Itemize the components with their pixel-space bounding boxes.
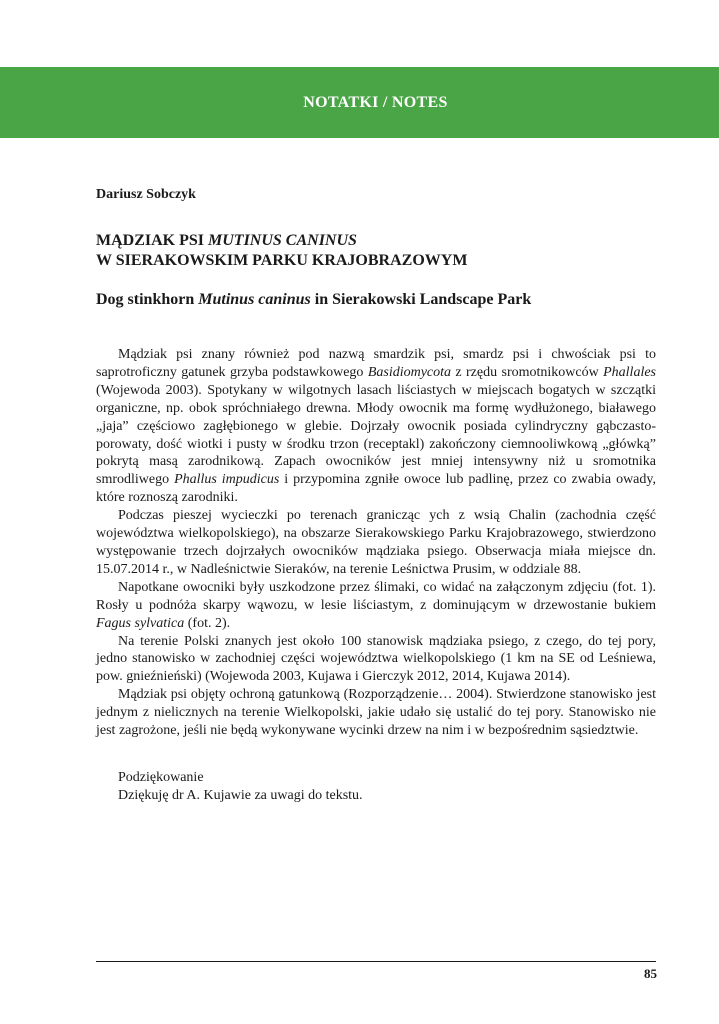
footer-divider (96, 961, 656, 962)
paragraph-2: Podczas pieszej wycieczki po terenach granicząc ych z wsią Chalin (zachodnia część województwa wielkopolskiego), na obszarze Sierakowskiego Parku Krajobrazowego, stwierdzono występowanie trzech dojrzałych owocników mądziaka psiego. Obserwacja miała miejsce dn. 15.07.2014 r., w Nadleśnictwie Sieraków, na terenie Leśnictwa Prusim, w oddziale 88. (96, 508, 656, 577)
p3-text-1: Napotkane owocniki były uszkodzone przez ślimaki, co widać na załączonym zdjęciu (fot. 1). Rosły u podnóża skarpy wąwozu, w lesie liściastym, z dominującym w drzewostanie bukiem (96, 579, 656, 613)
p1-taxon-2: Phallales (603, 364, 656, 380)
title-en-text-after: in Sierakowski Landscape Park (310, 291, 532, 308)
title-en-species: Mutinus caninus (198, 291, 311, 308)
paragraph-3 (96, 579, 656, 633)
p3-taxon-1: Fagus sylvatica (96, 615, 185, 631)
p3-text-2: (fot. 2). (184, 615, 231, 631)
author-name: Dariusz Sobczyk (96, 187, 196, 202)
paragraph-4: Na terenie Polski znanych jest około 100 stanowisk mądziaka psiego, z czego, do tej pory, jedno stanowisko w zachodniej części województwa wielkopolskiego (1 km na SE od Leśniewa, pow. gnieźnieński) (Wojewoda 2003, Kujawa i Gierczyk 2012, 2014, Kujawa 2014). (96, 633, 656, 685)
acknowledgement-text: Dziękuję dr A. Kujawie za uwagi do tekstu. (118, 788, 363, 803)
section-title: NOTATKI / NOTES (303, 93, 448, 111)
title-pl-line-2: W SIERAKOWSKIM PARKU KRAJOBRAZOWYM (96, 252, 468, 269)
p1-text-1: Mądziak psi znany również pod nazwą smardzik psi, smardz psi i chwościak psi to saprotroficzny gatunek grzyba podstawkowego (96, 347, 656, 380)
paragraph-5: Mądziak psi objęty ochroną gatunkową (Rozporządzenie… 2004). Stwierdzone stanowisko jest jednym z nielicznych na terenie Wielkopolski, jakie udało się ustalić do tej pory. Stanowisko nie jest zagrożone, jeśli nie będą wykonywane wycinki drzew na nim i w bezpośrednim sąsiedztwie. (96, 687, 656, 739)
title-pl-text: MĄDZIAK PSI (96, 232, 209, 249)
article-body (96, 346, 656, 740)
paragraph-1 (96, 346, 656, 507)
section-banner (0, 67, 719, 138)
p1-text-3: (Wojewoda 2003). Spotykany w wilgotnych lasach liściastych w miejscach bogatych w szczątki organiczne, np. obok spróchniałego drewna. Młody owocnik ma formę wydłużonego, białawego „jaja” częściowo zagłębionego w glebie. Dojrzały owocnik posiada cylindryczny gąbczasto-porowaty, dość wiotki i pusty w środku trzon (receptakl) zakończony ciemnooliwkową „główką” pokrytą masą zarodnikową. Zapach owocników jest mniej intensywny niż u sromotnika smrodliwego (96, 382, 656, 488)
article-title-english (96, 290, 636, 310)
p1-taxon-1: Basidiomycota (367, 364, 452, 380)
p1-taxon-3: Phallus impudicus (174, 472, 280, 488)
page-number: 85 (644, 966, 657, 981)
acknowledgement (118, 769, 363, 805)
title-pl-line-1 (96, 231, 636, 251)
acknowledgement-heading: Podziękowanie (118, 770, 204, 785)
title-en-text-before: Dog stinkhorn (96, 291, 199, 308)
article-title-polish (96, 231, 636, 271)
title-pl-species: MUTINUS CANINUS (208, 232, 357, 249)
p1-text-2: z rzędu sromotnikowców (451, 364, 604, 380)
p1-text-4: i przypomina zgniłe owoce lub padlinę, przez co zwabia owady, które roznoszą zarodniki. (96, 472, 656, 506)
